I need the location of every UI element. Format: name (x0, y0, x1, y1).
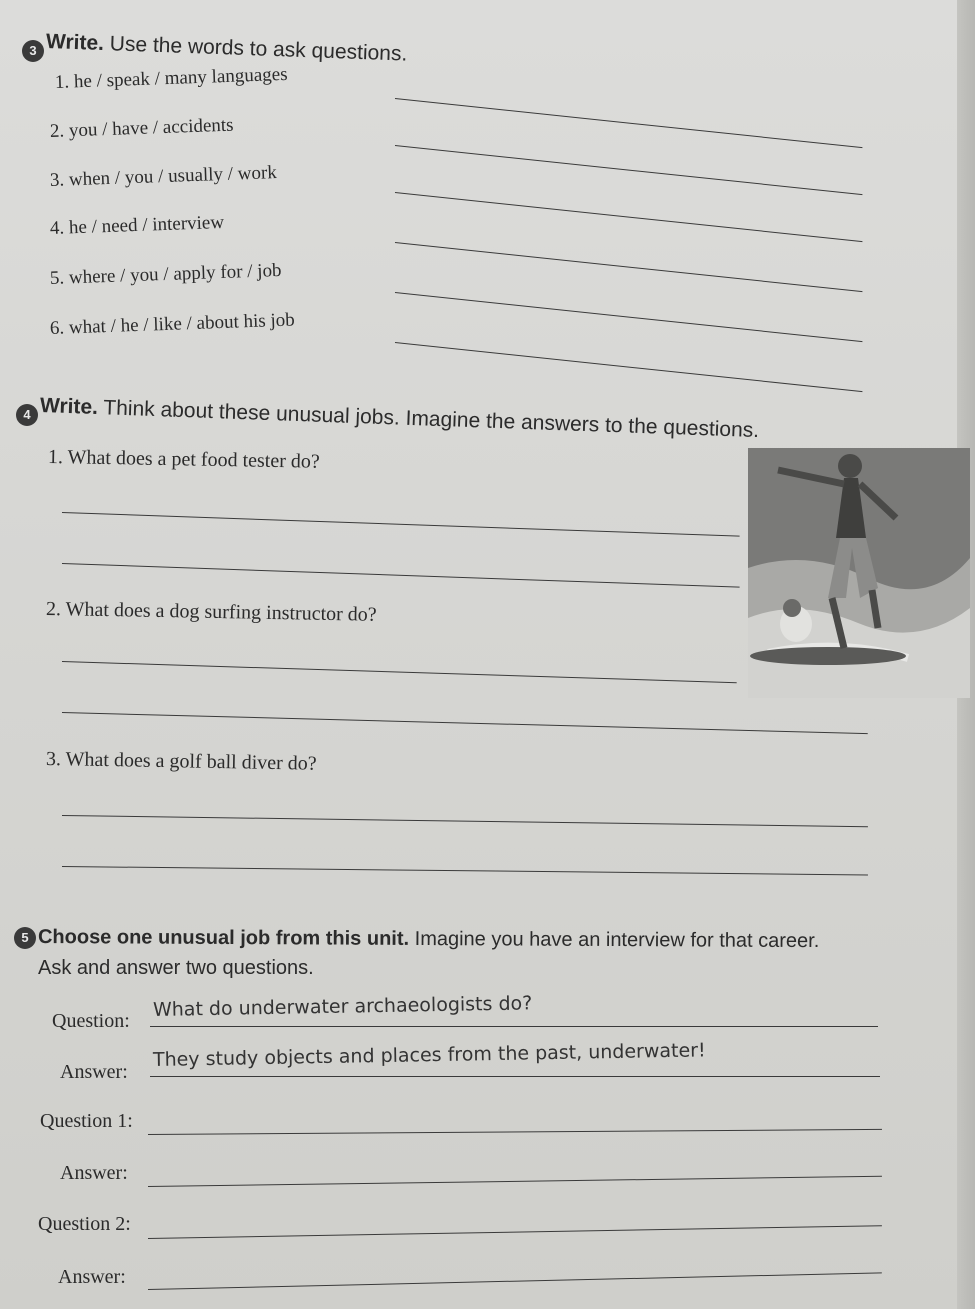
exercise-3-heading (46, 30, 408, 67)
example-question-label: Question: (52, 1010, 130, 1032)
answer-line-3-2[interactable] (395, 145, 863, 195)
answer-line-5-a1[interactable] (148, 1176, 882, 1187)
example-question-answer: What do underwater archaeologists do? (152, 992, 533, 1021)
exercise-4-heading-bold: Write. (39, 394, 99, 420)
answer-line-3-5[interactable] (395, 292, 863, 342)
answer-line-4-1a[interactable] (62, 512, 740, 537)
answer-line-3-6[interactable] (395, 342, 863, 392)
question-1-label: Question 1: (40, 1110, 133, 1132)
surfer-with-dog-photo (748, 448, 970, 698)
exercise-3-heading-bold: Write. (45, 30, 105, 56)
exercise-3-item-3: 3. when / you / usually / work (49, 162, 278, 191)
exercise-5-heading-bold: Choose one unusual job from this unit. (37, 926, 410, 950)
exercise-4-heading (40, 394, 760, 443)
exercise-4-heading-text: Think about these unusual jobs. Imagine the answers to the questions. (97, 396, 760, 443)
answer-line-3-3[interactable] (395, 192, 863, 242)
answer-line-4-2a[interactable] (62, 661, 737, 683)
answer-line-5-a2[interactable] (148, 1272, 882, 1290)
answer-2-label: Answer: (58, 1266, 126, 1288)
exercise-4-question-3: 3. What does a golf ball diver do? (45, 748, 317, 775)
exercise-4-number-badge: 4 (16, 404, 38, 426)
exercise-4-question-2: 2. What does a dog surfing instructor do? (45, 598, 377, 626)
answer-1-label: Answer: (60, 1162, 128, 1184)
exercise-5-heading-text: Imagine you have an interview for that career. (409, 927, 820, 953)
answer-line-5-q1[interactable] (148, 1129, 882, 1135)
answer-line-4-3b[interactable] (62, 866, 868, 875)
exercise-3-item-1: 1. he / speak / many languages (54, 63, 288, 93)
answer-line-4-2b[interactable] (62, 712, 868, 734)
exercise-3-item-2: 2. you / have / accidents (49, 114, 234, 142)
exercise-5-number-badge: 5 (14, 927, 36, 949)
answer-line-3-1[interactable] (395, 98, 863, 148)
example-answer-label: Answer: (60, 1061, 128, 1083)
answer-line-4-3a[interactable] (62, 815, 868, 827)
answer-line-5-example-q[interactable] (150, 1026, 878, 1027)
exercise-3-item-4: 4. he / need / interview (49, 211, 225, 239)
exercise-3-item-5: 5. where / you / apply for / job (49, 259, 282, 289)
exercise-3-number-badge: 3 (22, 40, 44, 62)
question-2-label: Question 2: (38, 1213, 131, 1235)
answer-line-5-example-a[interactable] (150, 1076, 880, 1077)
exercise-4-question-1: 1. What does a pet food tester do? (47, 446, 320, 473)
exercise-5-heading (38, 926, 819, 953)
answer-line-4-1b[interactable] (62, 563, 740, 588)
exercise-5-heading-line2: Ask and answer two questions. (38, 957, 314, 979)
exercise-3-item-6: 6. what / he / like / about his job (49, 309, 296, 339)
exercise-3-heading-text: Use the words to ask questions. (103, 32, 408, 66)
example-answer-text: They study objects and places from the past, underwater! (152, 1039, 706, 1071)
answer-line-3-4[interactable] (395, 242, 863, 292)
surfer-photo-illustration (748, 448, 970, 698)
answer-line-5-q2[interactable] (148, 1225, 882, 1239)
